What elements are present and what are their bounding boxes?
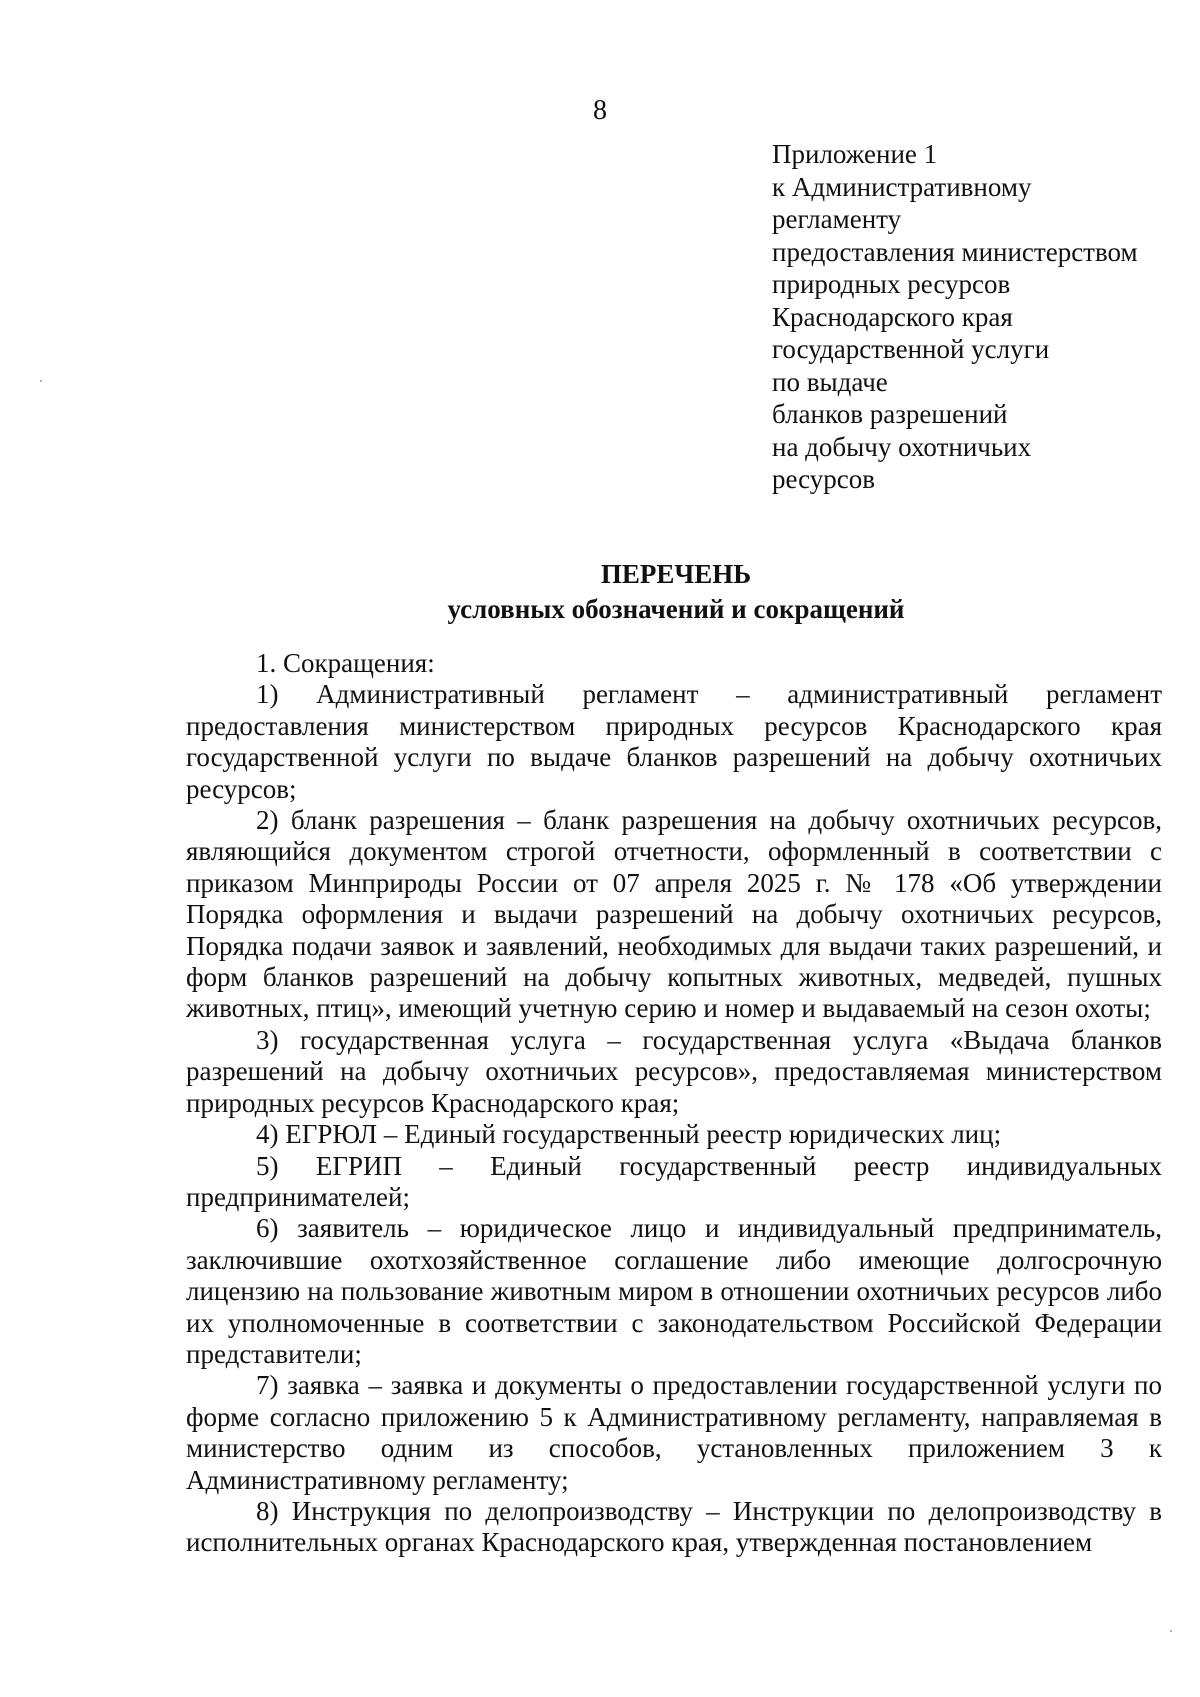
appendix-line: к Административному (772, 171, 1032, 202)
appendix-line: ресурсов (772, 464, 876, 494)
definition-item: 7) заявка – заявка и документы о предоставлении государственной услуги по форме согласно приложению 5 к Административному регламенту, направляемая в министерство одним из способов, установленных приложением 3 к Административному регламенту; (186, 1370, 1162, 1495)
appendix-line: природных ресурсов (772, 269, 1011, 299)
definition-item: 6) заявитель – юридическое лицо и индивидуальный предприниматель, заключившие охотхозяйственное соглашение либо имеющие долгосрочную лицензию на пользование животным миром в отношении охотничьих ресурсов либо их уполномоченные в соответствии с законодательством Российской Федерации представители; (186, 1213, 1162, 1369)
appendix-line: государственной услуги (772, 334, 1050, 364)
document-heading (186, 557, 1166, 627)
definition-item: 5) ЕГРИП – Единый государственный реестр индивидуальных предпринимателей; (186, 1150, 1162, 1212)
definition-item: 8) Инструкция по делопроизводству – Инструкции по делопроизводству в исполнительных органах Краснодарского края, утвержденная постановлением (186, 1495, 1162, 1558)
scan-speck (40, 380, 42, 382)
appendix-line: предоставления министерством (772, 236, 1138, 267)
appendix-line: регламенту (772, 204, 902, 234)
definition-item: 3) государственная услуга – государственная услуга «Выдача бланков разрешений на добычу охотничьих ресурсов», предоставляемая министерством природных ресурсов Краснодарского края; (186, 1024, 1162, 1118)
definition-item: 4) ЕГРЮЛ – Единый государственный реестр юридических лиц; (256, 1119, 1002, 1150)
page-number: 8 (593, 95, 607, 126)
appendix-line: Приложение 1 (772, 139, 938, 169)
appendix-block (772, 138, 1172, 496)
document-body (186, 648, 1162, 1559)
appendix-line: Краснодарского края (772, 301, 1013, 332)
appendix-line: бланков разрешений (772, 399, 1008, 429)
definition-item: 1) Административный регламент – административный регламент предоставления министерством природных ресурсов Краснодарского края государственной услуги по выдаче бланков разрешений на добычу охотничьих ресурсов; (186, 679, 1162, 804)
scan-speck (1170, 1630, 1172, 1632)
appendix-line: по выдаче (772, 366, 888, 397)
heading-subtitle: условных обозначений и сокращений (447, 594, 905, 624)
section-title: 1. Сокращения: (256, 648, 435, 678)
heading-title: ПЕРЕЧЕНЬ (600, 559, 752, 589)
appendix-line: на добычу охотничьих (772, 431, 1032, 462)
definition-item: 2) бланк разрешения – бланк разрешения на добычу охотничьих ресурсов, являющийся документом строгой отчетности, оформленный в соответствии с приказом Минприроды России от 07 апреля 2025 г. № 178 «Об утверждении Порядка оформления и выдачи разрешений на добычу охотничьих ресурсов, Порядка подачи заявок и заявлений, необходимых для выдачи таких разрешений, и форм бланков разрешений на добычу копытных животных, медведей, пушных животных, птиц», имеющий учетную серию и номер и выдаваемый на сезон охоты; (186, 805, 1162, 1024)
